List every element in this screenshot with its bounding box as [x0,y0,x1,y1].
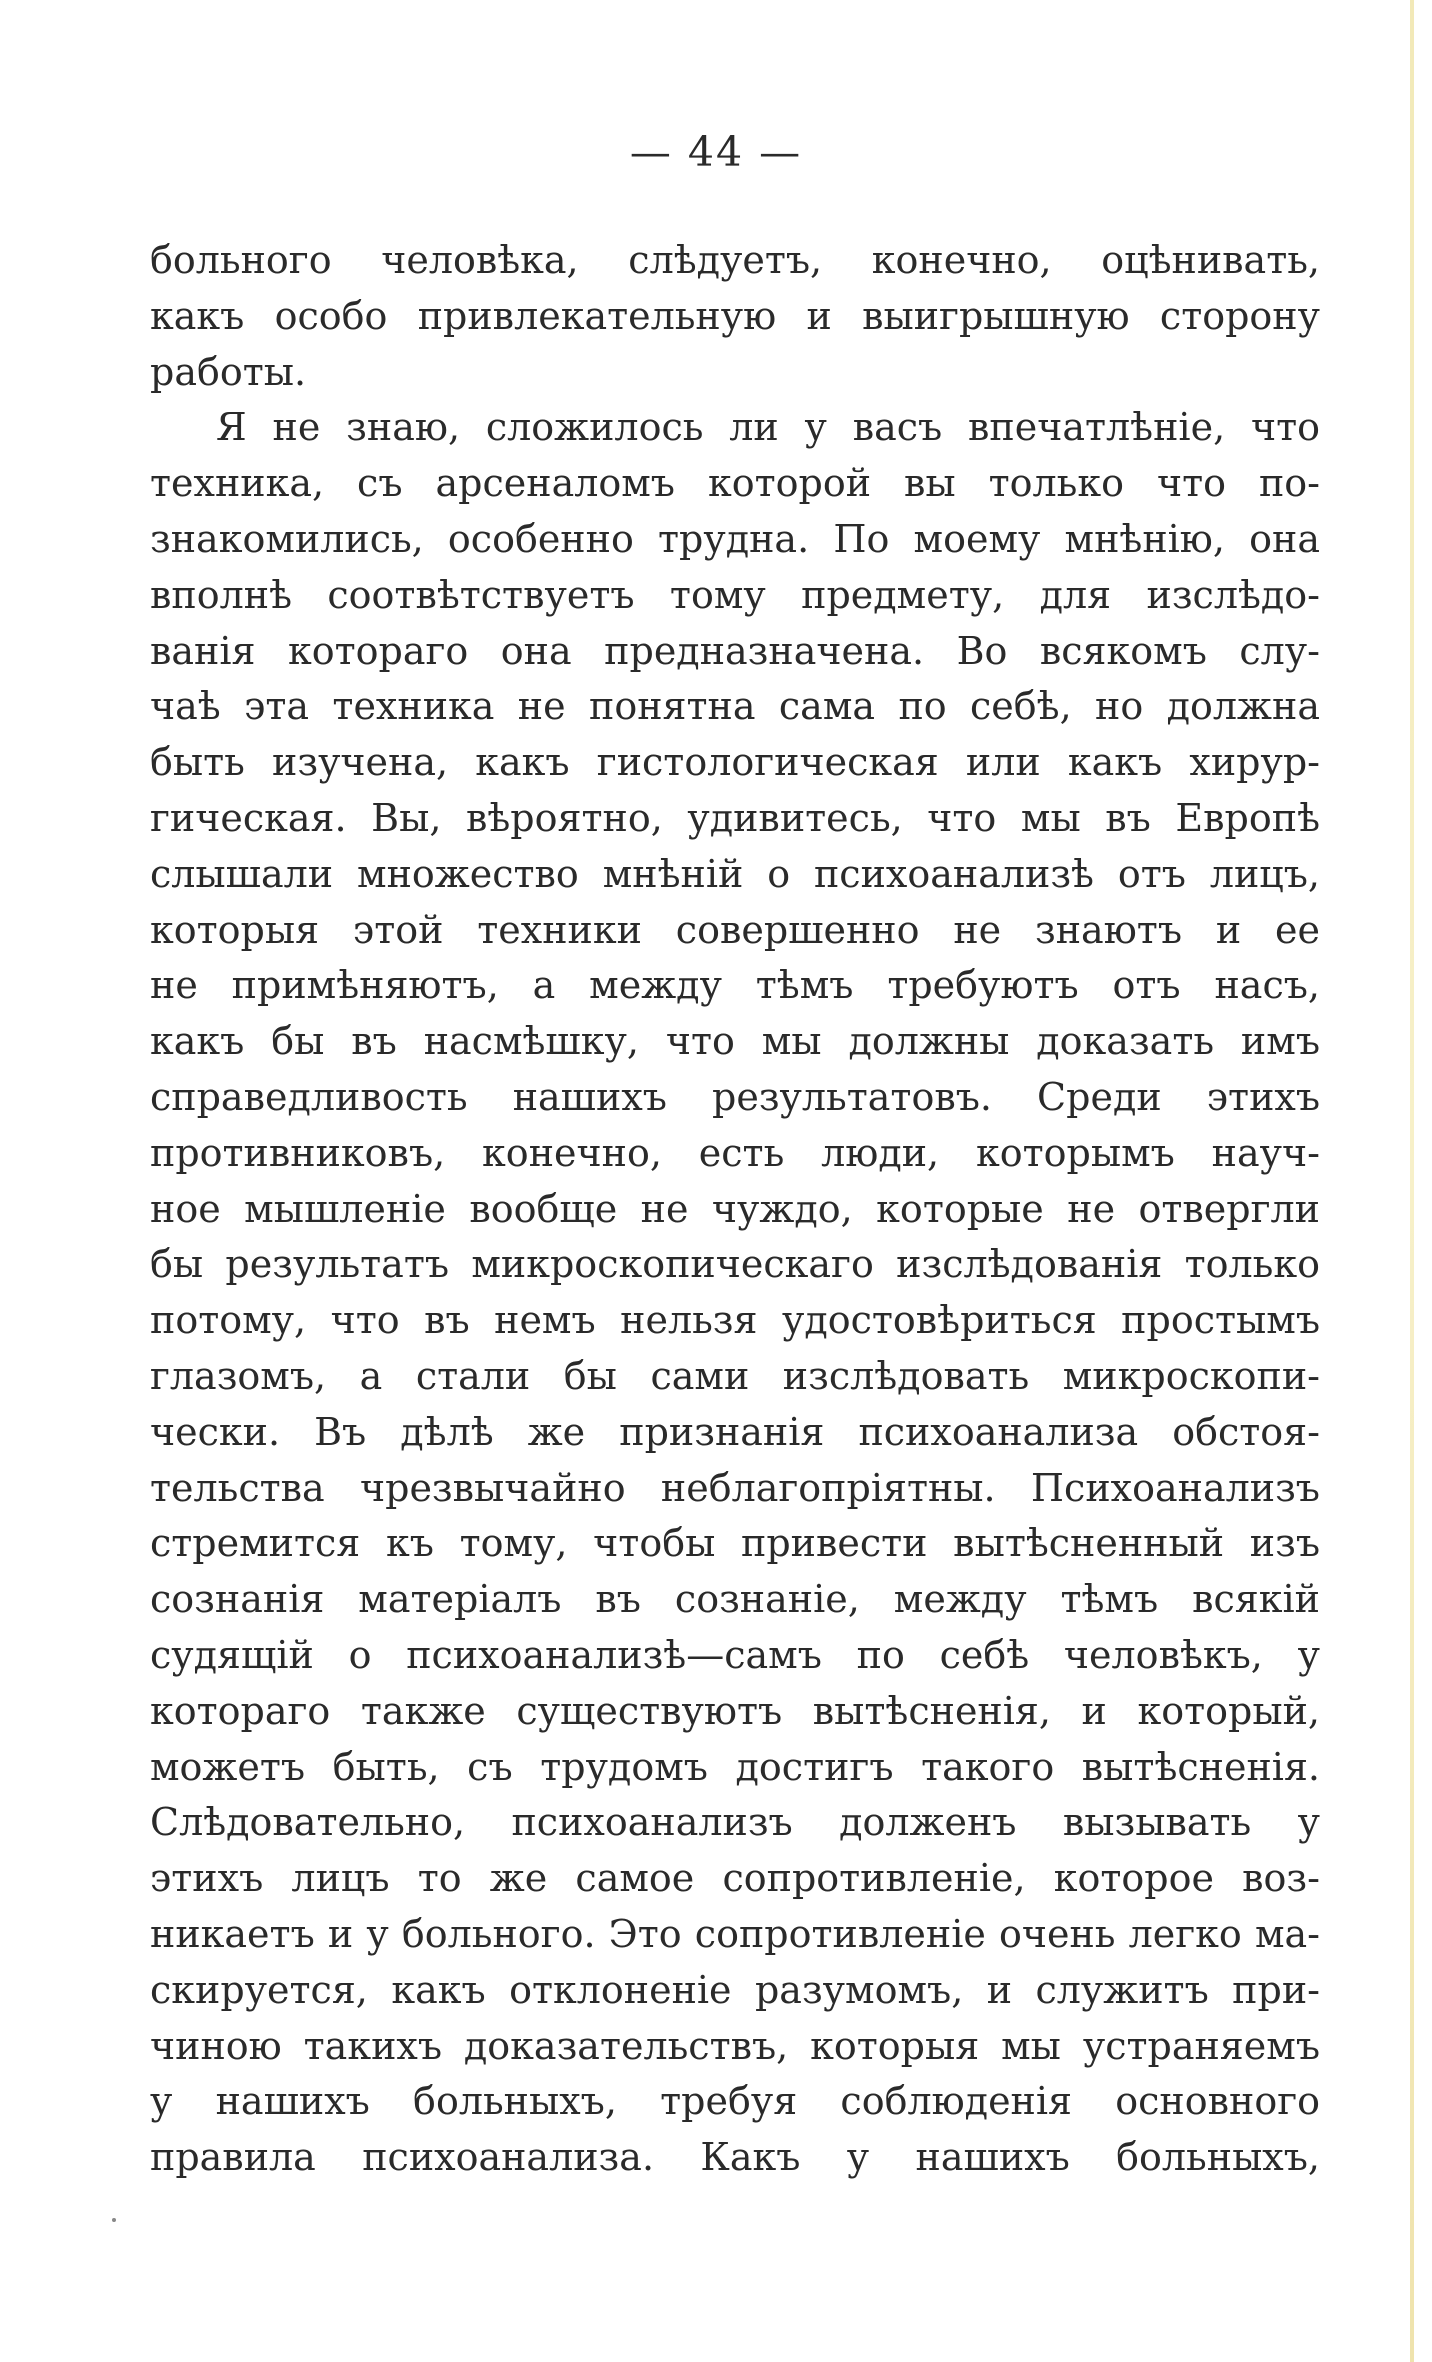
page-edge-shadow [1410,0,1414,2362]
text-line: знакомились, особенно трудна. По моему мнѣнію, она [150,516,1320,561]
text-line: противниковъ, конечно, есть люди, которымъ науч- [150,1130,1320,1175]
text-line: не примѣняютъ, а между тѣмъ требуютъ отъ насъ, [150,963,1320,1008]
text-line: глазомъ, а стали бы сами изслѣдовать микроскопи- [150,1353,1320,1398]
text-line: слышали множество мнѣній о психоанализѣ отъ лицъ, [150,851,1320,896]
text-line: сознанія матеріалъ въ сознаніе, между тѣмъ всякій [150,1577,1320,1622]
text-line: можетъ быть, съ трудомъ достигъ такого вытѣсненія. [150,1744,1320,1789]
text-line: котораго также существуютъ вытѣсненія, и который, [150,1688,1320,1733]
text-line: стремится къ тому, чтобы привести вытѣсненный изъ [150,1521,1320,1566]
text-line: какъ бы въ насмѣшку, что мы должны доказать имъ [150,1019,1320,1064]
text-line: чаѣ эта техника не понятна сама по себѣ, но должна [150,684,1320,729]
text-line: чиною такихъ доказательствъ, которыя мы устраняемъ [150,2023,1320,2068]
text-line: никаетъ и у больного. Это сопротивленіе очень легко ма- [150,1911,1320,1956]
text-line: техника, съ арсеналомъ которой вы только что по- [150,461,1320,506]
text-line: которыя этой техники совершенно не знаютъ и ее [150,907,1320,952]
text-line: вполнѣ соотвѣтствуетъ тому предмету, для изслѣдо- [150,572,1320,617]
text-line: Слѣдовательно, психоанализъ долженъ вызывать у [150,1800,1320,1845]
text-line: какъ особо привлекательную и выигрышную сторону [150,293,1320,338]
text-line: справедливость нашихъ результатовъ. Среди этихъ [150,1074,1320,1119]
text-line: судящій о психоанализѣ—самъ по себѣ человѣкъ, у [150,1632,1320,1677]
text-line: работы. [150,349,307,394]
page-number: — 44 — [629,128,803,176]
text-line: этихъ лицъ то же самое сопротивленіе, которое воз- [150,1856,1320,1901]
text-line: быть изучена, какъ гистологическая или какъ хирур- [150,740,1320,785]
text-line: потому, что въ немъ нельзя удостовѣриться простымъ [150,1298,1320,1343]
text-line: чески. Въ дѣлѣ же признанія психоанализа обстоя- [150,1409,1320,1454]
text-line: у нашихъ больныхъ, требуя соблюденія основного [150,2079,1320,2124]
text-line: ное мышленіе вообще не чуждо, которые не отвергли [150,1186,1320,1231]
paragraph-start-line: Я не знаю, сложилось ли у васъ впечатлѣніе, что [216,405,1320,450]
text-line: тельства чрезвычайно неблагопріятны. Психоанализъ [150,1465,1320,1510]
scan-speck [112,2218,116,2222]
body-text [150,233,1320,2186]
text-line: правила психоанализа. Какъ у нашихъ больныхъ, [150,2135,1320,2180]
text-line: бы результатъ микроскопическаго изслѣдованія только [150,1242,1320,1287]
text-line: скируется, какъ отклоненіе разумомъ, и служитъ при- [150,1967,1320,2012]
text-line: ванія котораго она предназначена. Во всякомъ слу- [150,628,1320,673]
text-line: гическая. Вы, вѣроятно, удивитесь, что мы въ Европѣ [150,795,1320,840]
text-line: больного человѣка, слѣдуетъ, конечно, оцѣнивать, [150,238,1320,282]
